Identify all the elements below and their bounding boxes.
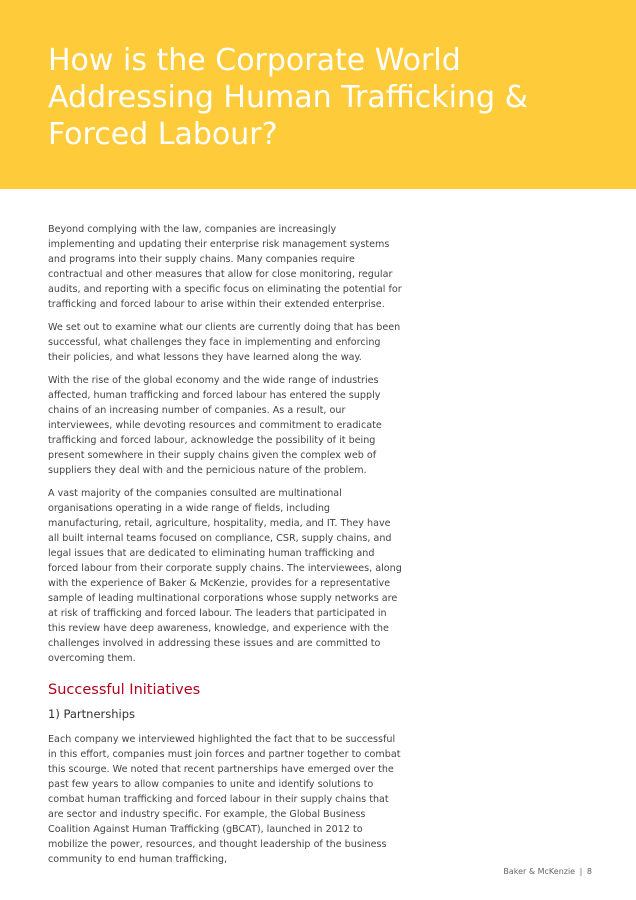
purpose-paragraph: We set out to examine what our clients are currently doing that has been successful, what challenges they face in implementing and enforcing their policies, and what lessons they have learned along the way. — [48, 322, 401, 363]
subsection-heading: 1) Partnerships — [48, 707, 136, 721]
global-economy-paragraph: With the rise of the global economy and the wide range of industries affected, human trafficking and forced labour has entered the supply chains of an increasing number of companies. As a result, our interviewees, while devoting resources and commitment to eradicate trafficking and forced labour, acknowledge the possibility of it being present somewhere in their supply chains given the complex web of suppliers they deal with and the pernicious nature of the problem. — [48, 375, 382, 476]
page-footer — [503, 866, 592, 878]
page-number: 8 — [586, 867, 592, 876]
page-title: How is the Corporate World Addressing Human Trafficking & Forced Labour? — [48, 43, 528, 152]
intro-paragraph: Beyond complying with the law, companies are increasingly implementing and updating their enterprise risk management systems and programs into their supply chains. Many companies require contractual and other measures that allow for close monitoring, regular audits, and reporting with a specific focus on eliminating the potential for trafficking and forced labour to arise within their extended enterprise. — [48, 224, 402, 310]
header-banner — [0, 0, 636, 189]
footer-brand: Baker & McKenzie — [503, 867, 576, 876]
section-heading: Successful Initiatives — [48, 682, 201, 698]
partnerships-paragraph: Each company we interviewed highlighted the fact that to be successful in this effort, companies must join forces and partner together to combat this scourge. We noted that recent partnerships have emerged over the past few years to allow companies to unite and identify solutions to combat human trafficking and forced labour in their supply chains that are sector and industry specific. For example, the Global Business Coalition Against Human Trafficking (gBCAT), launched in 2012 to mobilize the power, resources, and thought leadership of the business community to end human trafficking, — [48, 734, 401, 865]
companies-consulted-paragraph: A vast majority of the companies consulted are multinational organisations operating in a wide range of fields, including manufacturing, retail, agriculture, hospitality, media, and IT. They have all built internal teams focused on compliance, CSR, supply chains, and legal issues that are dedicated to eliminating human trafficking and forced labour from their corporate supply chains. The interviewees, along with the experience of Baker & McKenzie, provides for a representative sample of leading multinational corporations whose supply networks are at risk of trafficking and forced labour. The leaders that participated in this review have deep awareness, knowledge, and experience with the challenges involved in addressing these issues and are committed to overcoming them. — [48, 488, 402, 664]
main-content — [48, 222, 402, 875]
footer-separator: | — [579, 867, 583, 876]
